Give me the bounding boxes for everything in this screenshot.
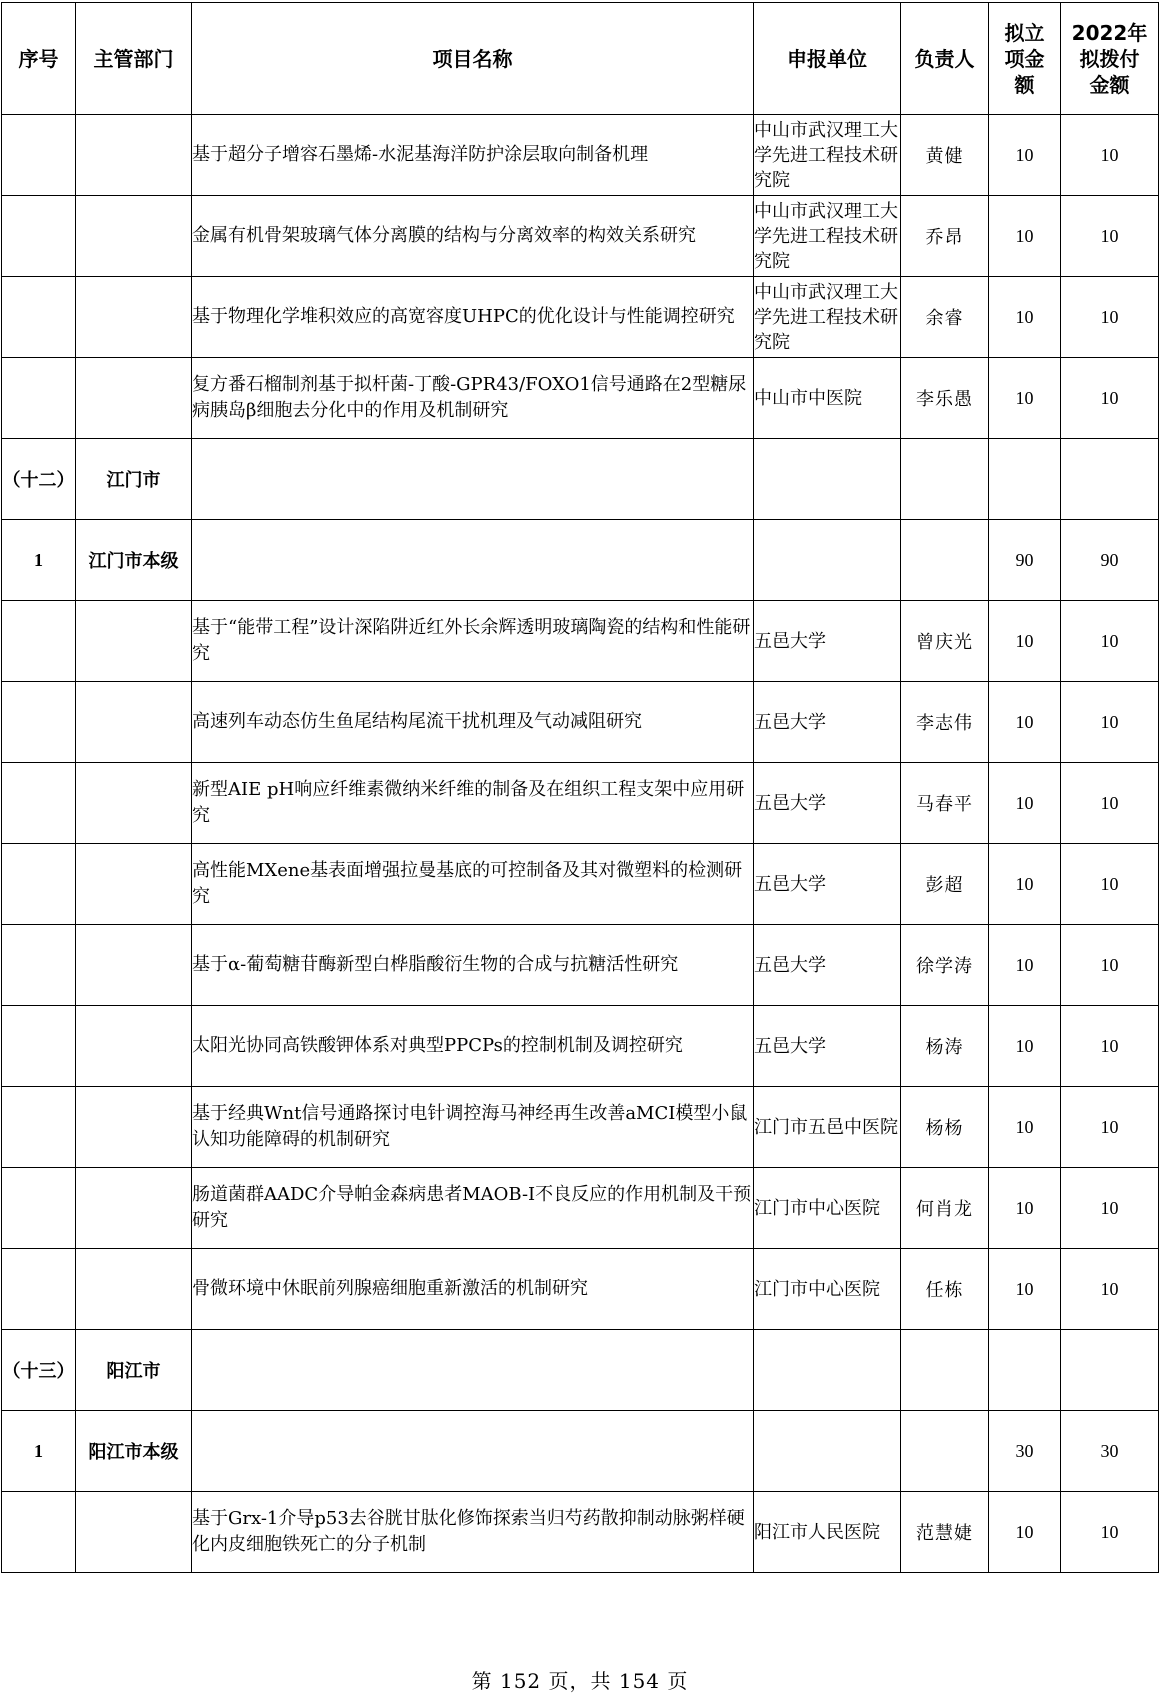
cell-dept — [76, 844, 192, 925]
table-body — [2, 115, 1159, 1573]
cell-approved-amount: 10 — [989, 1249, 1061, 1330]
cell-project-name: 基于超分子增容石墨烯-水泥基海洋防护涂层取向制备机理 — [192, 115, 754, 196]
cell-dept — [76, 1492, 192, 1573]
cell-person: 何肖龙 — [901, 1168, 989, 1249]
header-payment-line2: 拟拨付 — [1079, 46, 1140, 71]
cell-dept — [76, 1006, 192, 1087]
cell-seq: 1 — [2, 520, 76, 601]
cell-project-name — [192, 520, 754, 601]
cell-approved-amount — [989, 1330, 1061, 1411]
header-payment-line1: 2022年 — [1071, 20, 1148, 45]
cell-payment-amount: 10 — [1061, 763, 1159, 844]
cell-project-name: 新型AIE pH响应纤维素微纳米纤维的制备及在组织工程支架中应用研究 — [192, 763, 754, 844]
cell-dept — [76, 358, 192, 439]
cell-unit: 五邑大学 — [754, 925, 901, 1006]
cell-payment-amount: 10 — [1061, 1087, 1159, 1168]
cell-unit — [754, 520, 901, 601]
cell-approved-amount: 10 — [989, 358, 1061, 439]
cell-project-name: 肠道菌群AADC介导帕金森病患者MAOB-I不良反应的作用机制及干预研究 — [192, 1168, 754, 1249]
cell-approved-amount: 10 — [989, 1006, 1061, 1087]
cell-dept — [76, 763, 192, 844]
cell-payment-amount: 10 — [1061, 682, 1159, 763]
cell-dept: 江门市 — [76, 439, 192, 520]
cell-project-name — [192, 439, 754, 520]
cell-unit: 江门市五邑中医院 — [754, 1087, 901, 1168]
cell-seq — [2, 763, 76, 844]
header-dept: 主管部门 — [76, 3, 192, 115]
cell-unit — [754, 439, 901, 520]
table-row — [2, 196, 1159, 277]
cell-payment-amount: 90 — [1061, 520, 1159, 601]
table-row — [2, 115, 1159, 196]
cell-dept — [76, 1249, 192, 1330]
header-approved-amount-line3: 额 — [1014, 72, 1035, 97]
cell-dept — [76, 601, 192, 682]
cell-project-name: 金属有机骨架玻璃气体分离膜的结构与分离效率的构效关系研究 — [192, 196, 754, 277]
section-row — [2, 1330, 1159, 1411]
table-row — [2, 925, 1159, 1006]
cell-unit: 五邑大学 — [754, 1006, 901, 1087]
cell-person: 黄健 — [901, 115, 989, 196]
cell-payment-amount: 10 — [1061, 196, 1159, 277]
cell-person: 马春平 — [901, 763, 989, 844]
cell-person: 曾庆光 — [901, 601, 989, 682]
cell-seq — [2, 358, 76, 439]
cell-project-name: 复方番石榴制剂基于拟杆菌-丁酸-GPR43/FOXO1信号通路在2型糖尿病胰岛β细胞去分化中的作用及机制研究 — [192, 358, 754, 439]
cell-project-name: 高性能MXene基表面增强拉曼基底的可控制备及其对微塑料的检测研究 — [192, 844, 754, 925]
cell-dept: 阳江市 — [76, 1330, 192, 1411]
cell-payment-amount: 30 — [1061, 1411, 1159, 1492]
cell-approved-amount: 10 — [989, 196, 1061, 277]
cell-payment-amount: 10 — [1061, 1249, 1159, 1330]
cell-person: 范慧婕 — [901, 1492, 989, 1573]
cell-unit: 五邑大学 — [754, 682, 901, 763]
cell-seq — [2, 682, 76, 763]
cell-unit: 江门市中心医院 — [754, 1168, 901, 1249]
cell-payment-amount: 10 — [1061, 844, 1159, 925]
cell-payment-amount: 10 — [1061, 1492, 1159, 1573]
cell-project-name: 太阳光协同高铁酸钾体系对典型PPCPs的控制机制及调控研究 — [192, 1006, 754, 1087]
funding-table-page — [1, 2, 1158, 1573]
cell-payment-amount: 10 — [1061, 925, 1159, 1006]
header-project-name: 项目名称 — [192, 3, 754, 115]
header-seq: 序号 — [2, 3, 76, 115]
cell-payment-amount: 10 — [1061, 115, 1159, 196]
cell-unit: 五邑大学 — [754, 601, 901, 682]
cell-person — [901, 439, 989, 520]
cell-approved-amount: 10 — [989, 1087, 1061, 1168]
cell-unit: 五邑大学 — [754, 844, 901, 925]
cell-project-name — [192, 1411, 754, 1492]
header-payment-2022 — [1061, 3, 1159, 115]
table-row — [2, 763, 1159, 844]
table-row — [2, 1249, 1159, 1330]
cell-unit: 江门市中心医院 — [754, 1249, 901, 1330]
table-row — [2, 844, 1159, 925]
cell-person: 李志伟 — [901, 682, 989, 763]
cell-project-name: 基于Grx-1介导p53去谷胱甘肽化修饰探索当归芍药散抑制动脉粥样硬化内皮细胞铁死亡的分子机制 — [192, 1492, 754, 1573]
header-approved-amount-line2: 项金 — [1004, 46, 1045, 71]
cell-seq — [2, 1168, 76, 1249]
table-row — [2, 1168, 1159, 1249]
cell-dept — [76, 1087, 192, 1168]
cell-payment-amount: 10 — [1061, 1168, 1159, 1249]
cell-payment-amount — [1061, 1330, 1159, 1411]
cell-project-name: 基于α-葡萄糖苷酶新型白桦脂酸衍生物的合成与抗糖活性研究 — [192, 925, 754, 1006]
cell-approved-amount: 10 — [989, 1168, 1061, 1249]
cell-seq — [2, 115, 76, 196]
cell-project-name: 骨微环境中休眠前列腺癌细胞重新激活的机制研究 — [192, 1249, 754, 1330]
cell-dept — [76, 1168, 192, 1249]
cell-seq — [2, 601, 76, 682]
cell-approved-amount: 10 — [989, 601, 1061, 682]
cell-seq — [2, 1249, 76, 1330]
header-approved-amount — [989, 3, 1061, 115]
cell-seq — [2, 277, 76, 358]
subtotal-row — [2, 520, 1159, 601]
table-row — [2, 1087, 1159, 1168]
header-payment-line3: 金额 — [1089, 72, 1130, 97]
cell-person: 彭超 — [901, 844, 989, 925]
table-row — [2, 358, 1159, 439]
header-unit: 申报单位 — [754, 3, 901, 115]
cell-approved-amount: 10 — [989, 925, 1061, 1006]
cell-dept — [76, 925, 192, 1006]
cell-unit: 中山市中医院 — [754, 358, 901, 439]
project-funding-table — [1, 2, 1159, 1573]
cell-payment-amount: 10 — [1061, 358, 1159, 439]
cell-payment-amount: 10 — [1061, 601, 1159, 682]
cell-seq — [2, 1492, 76, 1573]
table-row — [2, 601, 1159, 682]
cell-seq: 1 — [2, 1411, 76, 1492]
cell-dept — [76, 115, 192, 196]
cell-unit — [754, 1411, 901, 1492]
cell-person — [901, 1411, 989, 1492]
cell-project-name: 基于经典Wnt信号通路探讨电针调控海马神经再生改善aMCI模型小鼠认知功能障碍的机制研究 — [192, 1087, 754, 1168]
cell-person: 杨杨 — [901, 1087, 989, 1168]
cell-seq: （十三） — [2, 1330, 76, 1411]
cell-approved-amount: 10 — [989, 115, 1061, 196]
cell-unit: 五邑大学 — [754, 763, 901, 844]
cell-project-name: 基于“能带工程”设计深陷阱近红外长余辉透明玻璃陶瓷的结构和性能研究 — [192, 601, 754, 682]
subtotal-row — [2, 1411, 1159, 1492]
cell-payment-amount: 10 — [1061, 277, 1159, 358]
cell-unit: 中山市武汉理工大学先进工程技术研究院 — [754, 115, 901, 196]
section-row — [2, 439, 1159, 520]
cell-project-name — [192, 1330, 754, 1411]
page-footer: 第 152 页，共 154 页 — [471, 1669, 689, 1693]
cell-unit — [754, 1330, 901, 1411]
cell-person: 徐学涛 — [901, 925, 989, 1006]
cell-person: 任栋 — [901, 1249, 989, 1330]
cell-unit: 中山市武汉理工大学先进工程技术研究院 — [754, 277, 901, 358]
cell-seq — [2, 196, 76, 277]
table-header-row — [2, 3, 1159, 115]
header-person: 负责人 — [901, 3, 989, 115]
cell-seq — [2, 1006, 76, 1087]
cell-person: 余睿 — [901, 277, 989, 358]
cell-approved-amount — [989, 439, 1061, 520]
table-row — [2, 682, 1159, 763]
cell-approved-amount: 10 — [989, 1492, 1061, 1573]
table-row — [2, 1492, 1159, 1573]
cell-dept: 阳江市本级 — [76, 1411, 192, 1492]
cell-seq — [2, 1087, 76, 1168]
cell-approved-amount: 10 — [989, 763, 1061, 844]
cell-person: 杨涛 — [901, 1006, 989, 1087]
cell-person: 李乐愚 — [901, 358, 989, 439]
cell-project-name: 基于物理化学堆积效应的高宽容度UHPC的优化设计与性能调控研究 — [192, 277, 754, 358]
cell-seq: （十二） — [2, 439, 76, 520]
cell-payment-amount — [1061, 439, 1159, 520]
cell-seq — [2, 844, 76, 925]
cell-seq — [2, 925, 76, 1006]
cell-payment-amount: 10 — [1061, 1006, 1159, 1087]
cell-approved-amount: 10 — [989, 682, 1061, 763]
cell-dept — [76, 277, 192, 358]
cell-person — [901, 1330, 989, 1411]
cell-unit: 中山市武汉理工大学先进工程技术研究院 — [754, 196, 901, 277]
cell-dept: 江门市本级 — [76, 520, 192, 601]
cell-approved-amount: 30 — [989, 1411, 1061, 1492]
cell-approved-amount: 10 — [989, 277, 1061, 358]
cell-dept — [76, 682, 192, 763]
cell-dept — [76, 196, 192, 277]
cell-approved-amount: 90 — [989, 520, 1061, 601]
header-approved-amount-line1: 拟立 — [1004, 20, 1045, 45]
cell-project-name: 高速列车动态仿生鱼尾结构尾流干扰机理及气动减阻研究 — [192, 682, 754, 763]
table-row — [2, 277, 1159, 358]
cell-person: 乔昂 — [901, 196, 989, 277]
cell-unit: 阳江市人民医院 — [754, 1492, 901, 1573]
cell-approved-amount: 10 — [989, 844, 1061, 925]
table-row — [2, 1006, 1159, 1087]
cell-person — [901, 520, 989, 601]
